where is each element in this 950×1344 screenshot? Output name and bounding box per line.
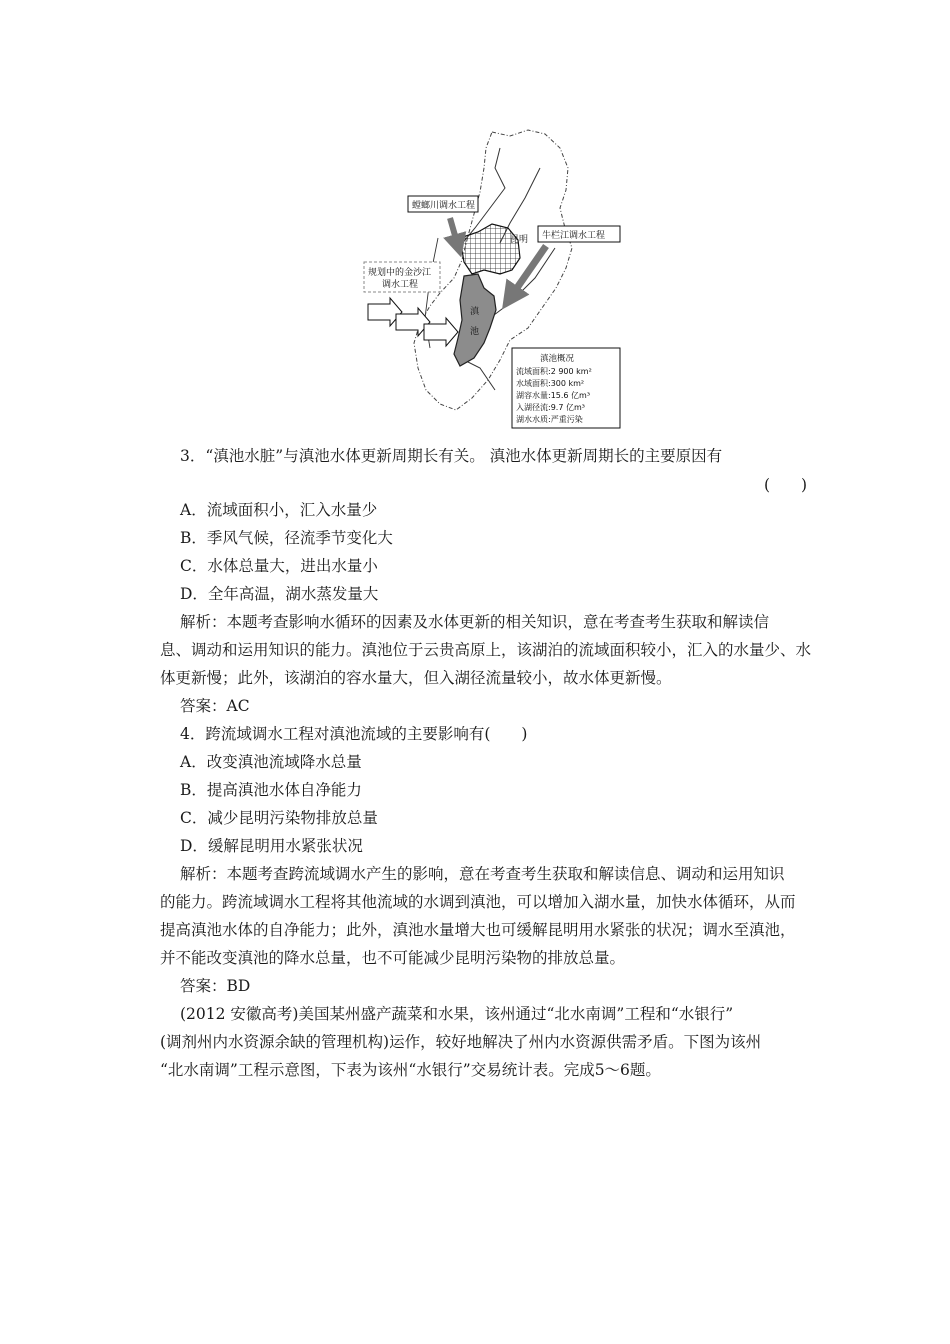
info-line-2: 水域面积:300 km² [516,379,585,388]
info-line-1: 流域面积:2 900 km² [516,367,592,376]
intro-line-1: (2012 安徽高考)美国某州盛产蔬菜和水果，该州通过“北水南调”工程和“水银行” [180,1005,734,1023]
q3-paren: ( ) [764,476,808,494]
q4-analysis-2: 的能力。跨流域调水工程将其他流域的水调到滇池，可以增加入湖水量，加快水体循环，从而 [160,893,796,911]
info-line-5: 湖水水质:严重污染 [516,415,583,424]
q3-stem: 3．“滇池水脏”与滇池水体更新周期长有关。 滇池水体更新周期长的主要原因有 [180,447,723,465]
intro-line-3: “北水南调”工程示意图，下表为该州“水银行”交易统计表。完成5～6题。 [160,1061,661,1079]
q4-analysis-3: 提高滇池水体的自净能力；此外，滇池水量增大也可缓解昆明用水紧张的状况；调水至滇池， [160,921,796,939]
q3-option-b: B．季风气候，径流季节变化大 [180,529,393,547]
q3-analysis-1: 解析：本题考查影响水循环的因素及水体更新的相关知识，意在考查考生获取和解读信 [180,613,770,631]
q3-analysis-3: 体更新慢；此外，该湖泊的容水量大，但入湖径流量较小，故水体更新慢。 [160,669,672,687]
q4-analysis-4: 并不能改变滇池的降水总量，也不可能减少昆明污染物的排放总量。 [160,949,626,967]
dianchi-lake [454,274,496,366]
info-line-3: 湖容水量:15.6 亿m³ [516,391,591,400]
info-line-4: 入湖径流:9.7 亿m³ [516,403,585,412]
q3-answer: 答案：AC [180,697,250,715]
q4-stem: 4．跨流域调水工程对滇池流域的主要影响有( ) [180,725,528,743]
dian-label: 滇 [470,307,480,317]
q4-option-c: C．减少昆明污染物排放总量 [180,809,378,827]
q4-analysis-1: 解析：本题考查跨流域调水产生的影响，意在考查考生获取和解读信息、调动和运用知识 [180,865,785,883]
chi-label: 池 [470,327,480,337]
q3-analysis-2: 息、调动和运用知识的能力。滇池位于云贵高原上，该湖泊的流域面积较小，汇入的水量少、水 [160,641,812,659]
luolang-label: 螳螂川调水工程 [412,201,476,211]
q4-option-d: D．缓解昆明用水紧张状况 [180,837,363,855]
dianchi-map [360,128,630,424]
jinsha-arrows [368,298,458,346]
niulan-label: 牛栏江调水工程 [542,231,606,241]
q4-option-a: A．改变滇池流域降水总量 [180,753,362,771]
intro-line-2: (调剂州内水资源余缺的管理机构)运作，较好地解决了州内水资源供需矛盾。下图为该州 [160,1033,762,1051]
q3-option-d: D．全年高温，湖水蒸发量大 [180,585,379,603]
q3-option-c: C．水体总量大，进出水量小 [180,557,378,575]
q4-option-b: B．提高滇池水体自净能力 [180,781,362,799]
jinsha-label-1: 规划中的金沙江 [368,268,432,278]
kunming-label: 昆明 [510,235,529,245]
q3-option-a: A．流域面积小，汇入水量少 [180,501,378,519]
jinsha-label-2: 调水工程 [382,280,419,290]
info-title: 滇池概况 [540,354,575,364]
luolang-arrow [450,218,458,246]
q4-answer: 答案：BD [180,977,251,995]
